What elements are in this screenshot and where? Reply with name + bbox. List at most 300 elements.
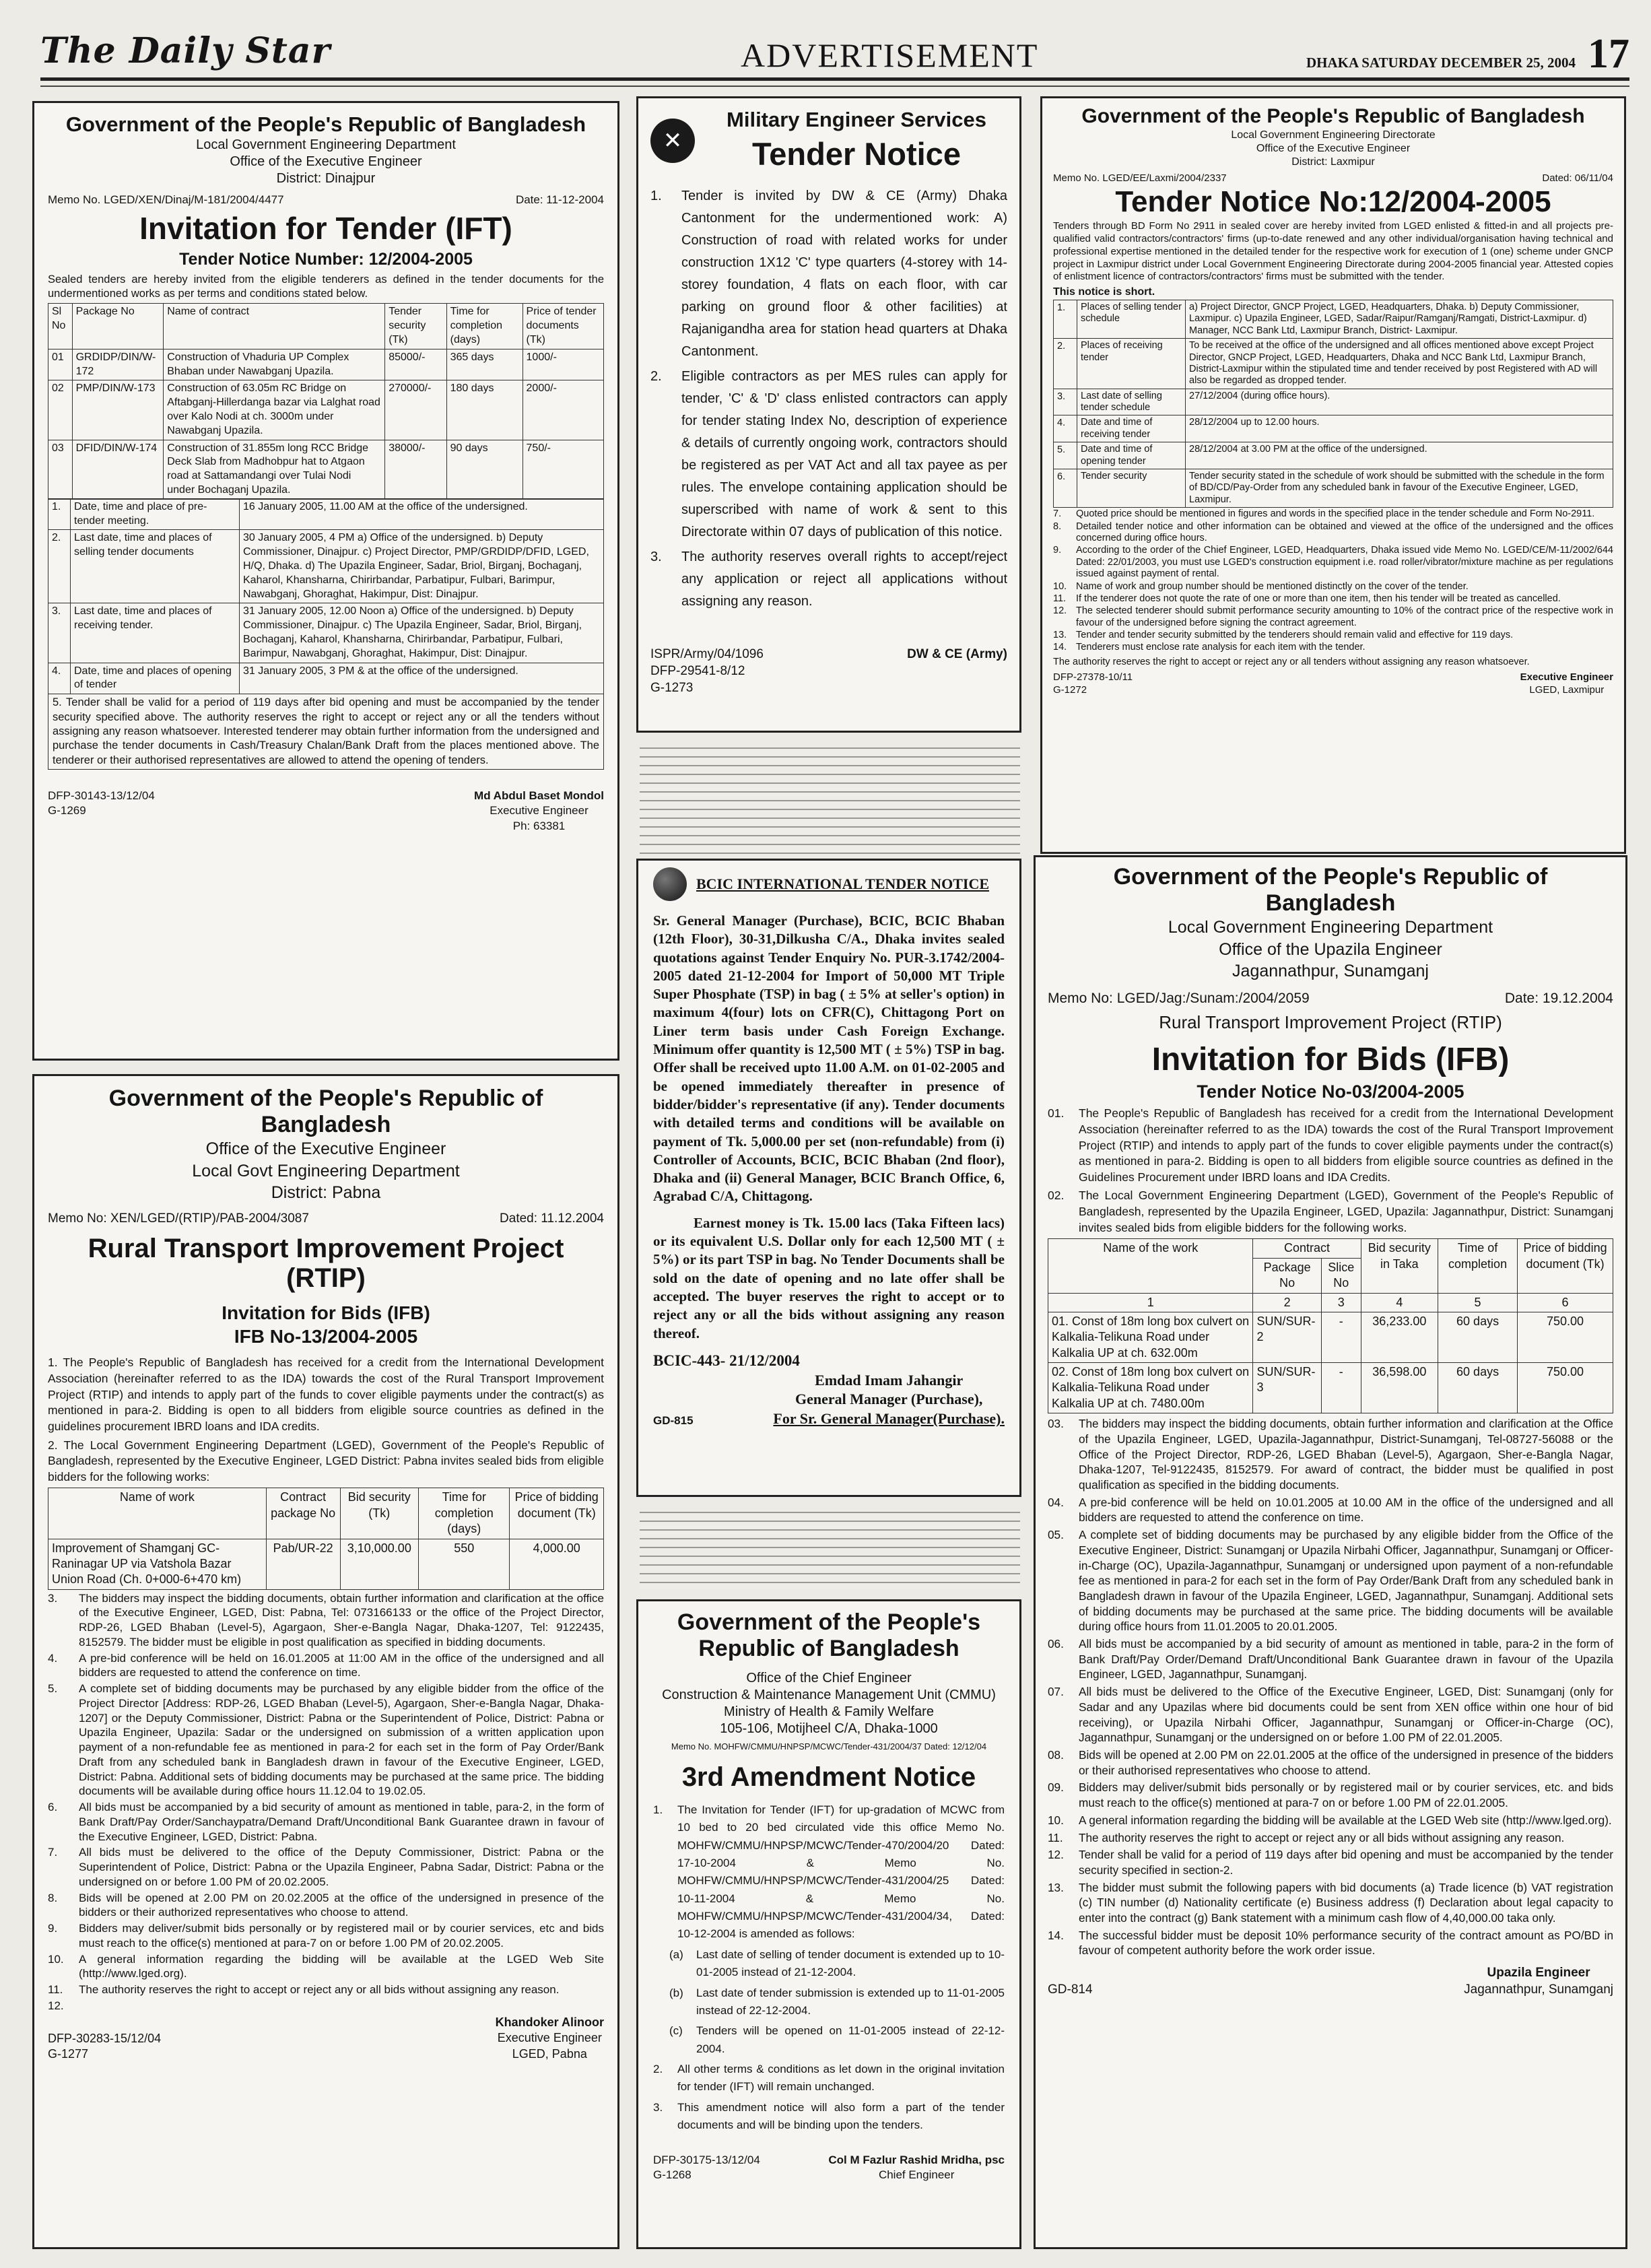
item-number: 08. bbox=[1048, 1748, 1064, 1762]
ad-dept: Local Government Engineering Department bbox=[196, 137, 456, 152]
item-text: If the tenderer does not quote the rate of one or more than one item, then his tender will be treated as cancelled. bbox=[1076, 593, 1561, 604]
item-number: 07. bbox=[1048, 1685, 1064, 1699]
table-cell: GRDIDP/DIN/W-172 bbox=[72, 349, 164, 380]
memo-date: Dated: 06/11/04 bbox=[1542, 172, 1613, 184]
col-header: Name of work bbox=[48, 1488, 267, 1539]
table-row bbox=[48, 1539, 604, 1589]
row-label: Date and time of receiving tender bbox=[1077, 415, 1186, 442]
table-cell: 550 bbox=[419, 1539, 510, 1589]
col-header: Price of tender documents (Tk) bbox=[523, 304, 603, 349]
item-text: All other terms & conditions as let down in the original invitation for tender (IFT) will remain unchanged. bbox=[677, 2062, 1005, 2094]
ad-dept: Local Government Engineering Directorate bbox=[1231, 129, 1436, 141]
dfp-ref: DFP-30143-13/12/04 bbox=[48, 789, 155, 803]
schedule-row bbox=[1054, 442, 1613, 469]
memo-line bbox=[48, 1211, 604, 1228]
table-cell: - bbox=[1321, 1312, 1361, 1362]
signatory-title: Executive Engineer bbox=[1520, 671, 1613, 683]
item-number: 12. bbox=[48, 1999, 64, 2012]
term-label: Date, time and place of pre-tender meeting. bbox=[71, 498, 240, 530]
ad-footer bbox=[48, 2015, 604, 2063]
table-row bbox=[48, 380, 604, 440]
blank-filler bbox=[640, 747, 1020, 855]
ad-ministry: Ministry of Health & Family Welfare bbox=[724, 1704, 934, 1720]
ad-district: District: Pabna bbox=[271, 1183, 381, 1203]
ad-office: Office of the Chief Engineer bbox=[746, 1671, 912, 1686]
table-cell: DFID/DIN/W-174 bbox=[72, 440, 164, 499]
table-cell: 36,598.00 bbox=[1361, 1363, 1438, 1413]
para-2: 2. The Local Government Engineering Department (LGED), Government of the People's Republic of Bangladesh, represented by the Executive Engineer, LGED District: Pabna invites sealed bids from eligible bidders for the following works: bbox=[48, 1438, 604, 1483]
bid-item bbox=[1048, 1880, 1613, 1926]
ad-title: Invitation for Tender (IFT) bbox=[139, 210, 512, 246]
term-number: 4. bbox=[48, 663, 71, 694]
col-header: Tender security (Tk) bbox=[385, 304, 446, 349]
item-text: Quoted price should be mentioned in figures and words in the specified place in the tender schedule and Form No-2911. bbox=[1076, 508, 1595, 520]
signatory-title: Executive Engineer bbox=[490, 804, 588, 818]
table-cell: 60 days bbox=[1438, 1312, 1518, 1362]
table-cell: Improvement of Shamganj GC-Raninagar UP via Vatshola Bazar Union Road (Ch. 0+000-6+470 km) bbox=[48, 1539, 267, 1589]
table-cell: 60 days bbox=[1438, 1363, 1518, 1413]
amendment-item bbox=[653, 2061, 1005, 2096]
ad-footer bbox=[653, 2153, 1005, 2182]
signatory-name: Khandoker Alinoor bbox=[495, 2015, 604, 2029]
item-number: 12. bbox=[1048, 1848, 1064, 1862]
row-label: Places of receiving tender bbox=[1077, 339, 1186, 389]
table-cell: 4,000.00 bbox=[510, 1539, 604, 1589]
tender-body-2: Earnest money is Tk. 15.00 lacs (Taka Fifteen lacs) or its equivalent U.S. Dollar only for each 12,500 MT ( ± 5%) or its part TSP in bag. No Tender Documents shall be sold on the date of opening and no late offer shall be accepted. The buyer reserves the right to accept or to reject any or all the bids without assigning any reason thereof. bbox=[653, 1214, 1005, 1341]
ad-laxmipur-tender bbox=[1040, 96, 1626, 854]
ad-district: District: Laxmipur bbox=[1291, 156, 1375, 168]
masthead-rule bbox=[40, 86, 1629, 87]
item-number: 8. bbox=[1053, 521, 1062, 532]
bid-item bbox=[48, 1681, 604, 1799]
table-row bbox=[48, 349, 604, 380]
bid-item bbox=[1048, 1928, 1613, 1958]
ad-office: Office of the Upazila Engineer bbox=[1219, 939, 1442, 959]
ad-address: 105-106, Motijheel C/A, Dhaka-1000 bbox=[720, 1721, 938, 1737]
ad-gov-heading: Government of the People's Republic of Bangladesh bbox=[677, 1609, 981, 1662]
col-header: Bid security in Taka bbox=[1361, 1239, 1438, 1293]
note-item bbox=[1053, 581, 1613, 593]
item-number: 3. bbox=[650, 549, 662, 565]
table-cell: 750.00 bbox=[1518, 1363, 1613, 1413]
item-text: Bidders may deliver/submit bids personally or by registered mail or by courier services, etc and bids must reach to the office(s) mentioned at para-7 on or before 1.00 PM of 20.02.2005. bbox=[79, 1922, 604, 1949]
bid-item bbox=[48, 1982, 604, 1997]
amendment-item bbox=[653, 2099, 1005, 2135]
ad-office: Office of the Executive Engineer bbox=[1256, 142, 1411, 154]
item-number: 10. bbox=[48, 1952, 64, 1966]
term-value: 31 January 2005, 12.00 Noon a) Office of the undersigned. b) Deputy Commissioner, Dinajpur. c) The Upazila Engineer, Sadar, Briol, Birganj, Bochaganj, Kaharol, Khansharna, Chirirbandar, Parbatipur, Fulbari, Barimpur, Nawabganj, Ghoraghat, Hakimpur, Dist: Dinajpur. bbox=[240, 603, 604, 663]
item-text: Name of work and group number should be mentioned distinctly on the cover of the tender. bbox=[1076, 580, 1469, 592]
item-number: 4. bbox=[48, 1651, 58, 1665]
item-number: 14. bbox=[1048, 1928, 1064, 1942]
ad-title: Invitation for Bids (IFB) bbox=[1151, 1041, 1510, 1077]
item-number: 10. bbox=[1053, 580, 1067, 592]
row-number: 6. bbox=[1054, 469, 1077, 508]
item-text: A pre-bid conference will be held on 10.01.2005 at 10.00 AM in the office of the undersigned and all bidders are requested to attend the conference on time. bbox=[1079, 1495, 1613, 1525]
ad-title: BCIC INTERNATIONAL TENDER NOTICE bbox=[696, 875, 990, 892]
table-cell: 02. Const of 18m long box culvert on Kalkalia-Telikuna Road under Kalkalia UP at ch. 7480.00m bbox=[1048, 1363, 1253, 1413]
col-header: Contract package No bbox=[266, 1488, 340, 1539]
ad-gov-heading: Government of the People's Republic of Bangladesh bbox=[108, 1086, 543, 1138]
item-number: 14. bbox=[1053, 642, 1067, 653]
schedule-row bbox=[1054, 469, 1613, 508]
bid-item bbox=[1048, 1636, 1613, 1682]
bid-item bbox=[48, 1800, 604, 1844]
ad-gov-heading: Government of the People's Republic of Bangladesh bbox=[1113, 864, 1548, 916]
signatory-name: Col M Fazlur Rashid Mridha, psc bbox=[828, 2154, 1005, 2167]
table-cell: 90 days bbox=[446, 440, 523, 499]
item-text: This amendment notice will also form a part of the tender documents and will be binding upon the tenders. bbox=[677, 2100, 1005, 2131]
amendment-item bbox=[653, 1801, 1005, 1943]
table-cell: 2000/- bbox=[523, 380, 603, 440]
table-cell: 180 days bbox=[446, 380, 523, 440]
item-number: 2. bbox=[653, 2062, 663, 2075]
table-cell: 85000/- bbox=[385, 349, 446, 380]
col-header: Price of bidding document (Tk) bbox=[1518, 1239, 1613, 1293]
ad-office: Office of the Executive Engineer bbox=[230, 154, 422, 169]
tender-item bbox=[650, 546, 1007, 613]
signatory-place: Jagannathpur, Sunamganj bbox=[1464, 1982, 1613, 1997]
works-table bbox=[48, 1488, 604, 1589]
table-cell: 270000/- bbox=[385, 380, 446, 440]
signatory-title: Chief Engineer bbox=[878, 2168, 955, 2182]
row-label: Places of selling tender schedule bbox=[1077, 300, 1186, 338]
item-text: The authority reserves the right to accept or reject any or all bids without assigning any reason. bbox=[79, 1983, 560, 1997]
note-5: 5. Tender shall be valid for a period of 119 days after bid opening and must be accompanied by the tender security specified above. The authority reserves the right to accept or reject any or all the tenders without assigning any reason whatsoever. Interested tenderer may obtain further information from the undersigned and purchase the tender documents in Cash/Treasury Chalan/Bank Draft from the places mentioned above. The tenderer or their authorised representatives are allowed to attend the opening of tenders. bbox=[48, 694, 604, 770]
col-header: Time for completion (days) bbox=[419, 1488, 510, 1539]
row-value: To be received at the office of the undersigned and all offices mentioned above except Project Director, GNCP Project, LGED, Headquarters, Dhaka and NCC Bank Ltd, Laxmipur Branch, District-Laxmipur within the stipulated time and tender received by post Registered with AD will also be regarded as dropped tender. bbox=[1186, 339, 1613, 389]
g-ref: G-1268 bbox=[653, 2168, 692, 2182]
blank-filler bbox=[640, 1512, 1020, 1589]
item-number: 3. bbox=[48, 1591, 58, 1605]
table-row bbox=[1048, 1363, 1613, 1413]
memo-date: Date: 19.12.2004 bbox=[1504, 990, 1613, 1006]
item-number: 6. bbox=[48, 1801, 58, 1814]
bcic-ref: BCIC-443- 21/12/2004 bbox=[653, 1352, 800, 1369]
bid-item bbox=[1048, 1847, 1613, 1877]
g-ref: G-1269 bbox=[48, 804, 86, 818]
project-name: Rural Transport Improvement Project (RTIP) bbox=[1159, 1011, 1502, 1032]
table-row bbox=[1048, 1312, 1613, 1362]
row-value: 28/12/2004 up to 12.00 hours. bbox=[1186, 415, 1613, 442]
ad-title: Tender Notice bbox=[752, 136, 961, 172]
terms-row bbox=[48, 603, 604, 663]
tender-notice-number: Tender Notice No-03/2004-2005 bbox=[1197, 1081, 1464, 1102]
ad-pabna-rtip bbox=[32, 1074, 619, 2249]
row-number: 4. bbox=[1054, 415, 1077, 442]
table-cell: Construction of Vhaduria UP Complex Bhaban under Nawabganj Upazila. bbox=[164, 349, 385, 380]
row-value: 28/12/2004 at 3.00 PM at the office of the undersigned. bbox=[1186, 442, 1613, 469]
col-number: 3 bbox=[1321, 1293, 1361, 1312]
tender-body: Sr. General Manager (Purchase), BCIC, BCIC Bhaban (12th Floor), 30-31,Dilkusha C/A., Dhaka invites sealed quotations against Tender Enquiry No. PUR-3.1742/2004-2005 dated 21-12-2004 for Import of 50,000 MT Triple Super Phosphate (TSP) in bag ( ± 5% at seller's option) in maximum 4(four) lots on CFR(C), Chittagong Port on Liner term basis under Cash Foreign Exchange. Minimum offer quantity is 12,500 MT ( ± 5%) TSP in bag. Offer shall be received upto 11.00 A.M. on 01-02-2005 and be opened immediately thereafter in presence of bidder/bidder's representative (if any). Tender documents with detailed terms and conditions will be available on payment of Tk. 5,000.00 per set (non-refundable) from (i) Controller of Accounts, BCIC, BCIC Bhaban (2nd floor), Dhaka and (ii) General Manager, BCIC Branch Office, 6, Agrabad C/A, Chittagong. bbox=[653, 912, 1005, 1205]
col-header: Bid security (Tk) bbox=[340, 1488, 419, 1539]
table-cell: - bbox=[1321, 1363, 1361, 1413]
bid-item bbox=[1048, 1684, 1613, 1745]
col-subheader: Package No bbox=[1253, 1258, 1321, 1293]
col-number: 5 bbox=[1438, 1293, 1518, 1312]
memo-number: Memo No: XEN/LGED/(RTIP)/PAB-2004/3087 bbox=[48, 1211, 309, 1226]
schedule-table bbox=[1053, 300, 1613, 508]
bid-item bbox=[48, 1921, 604, 1951]
item-text: The Invitation for Tender (IFT) for up-gradation of MCWC from 10 bed to 20 bed circulated vide this office Memo No. MOHFW/CMMU/HNPSP/MCWC/Tender-470/2004/20 Dated: 17-10-2004 & Memo No. MOHFW/CMMU/HNPSP/MCWC/Tender-431/2004/25 Dated: 10-11-2004 & Memo No. MOHFW/CMMU/HNPSP/MCWC/Tender-431/2004/34, Dated: 10-12-2004 is amended as follows: bbox=[677, 1803, 1005, 1941]
memo-line bbox=[1053, 172, 1613, 185]
ispr-ref: ISPR/Army/04/1096 bbox=[650, 647, 764, 662]
ad-district: District: Dinajpur bbox=[276, 170, 376, 186]
bcic-globe-icon bbox=[653, 867, 687, 901]
item-number: (c) bbox=[669, 2024, 683, 2038]
g-ref: G-1277 bbox=[48, 2047, 89, 2061]
item-text: A complete set of bidding documents may be purchased by any eligible bidder from the office of the Project Director [Address: RDP-26, LGED Bhaban (Level-5), Agargaon, Sher-e-Bangla Nagar, Dhaka-1207] or the Deputy Commissioner, District: Pabna or the Superintendent of Police, District: Pabna or Upazila Engineer, Upazila: Sadar or the undersigned on submission of a written application upon payment of a non-refundable fee as mentioned in para-2 for each set in the form of Pay Order/Bank Draft from any scheduled bank in Bangladesh drawn in favour of the Executive Engineer, LGED, District: Pabna. Additional sets of bidding documents may be purchased at the same price. The bidding documents will be available during office hours 11.12.04 to 19.02.05. bbox=[79, 1682, 604, 1798]
term-label: Last date, time and places of selling tender documents bbox=[71, 530, 240, 603]
ifb-number: IFB No-13/2004-2005 bbox=[234, 1326, 418, 1347]
dfp-ref: DFP-27378-10/11 bbox=[1053, 671, 1133, 683]
ad-place: Jagannathpur, Sunamganj bbox=[1232, 962, 1429, 981]
terms-row bbox=[48, 498, 604, 530]
dfp-ref: DFP-30283-15/12/04 bbox=[48, 2031, 162, 2045]
bid-item bbox=[1048, 1780, 1613, 1810]
mes-org: Military Engineer Services bbox=[727, 108, 986, 131]
ad-gov-heading: Government of the People's Republic of Bangladesh bbox=[1081, 105, 1585, 127]
item-text: All bids must be delivered to the Office of the Executive Engineer, LGED, Dist: Sunamganj (only for Sadar and any Upazilas where bid documents could be sent from XEN office within one hour of bid receiving), or Upazila Nirbahi Officer, Jagannathpur, Sunamganj or Officer-in-Charge (OC), Jagannathpur, Sunamganj or the undersigned on or before 1.00 PM of 22.01.2005. bbox=[1079, 1685, 1613, 1745]
item-number: 06. bbox=[1048, 1637, 1064, 1651]
bid-item bbox=[1048, 1495, 1613, 1525]
col-header: Contract bbox=[1253, 1239, 1361, 1258]
row-label: Last date of selling tender schedule bbox=[1077, 389, 1186, 415]
item-number: 13. bbox=[1048, 1880, 1064, 1894]
signatory-title: DW & CE (Army) bbox=[907, 647, 1007, 662]
term-value: 31 January 2005, 3 PM & at the office of the undersigned. bbox=[240, 663, 604, 694]
col-header: Sl No bbox=[48, 304, 73, 349]
memo-line bbox=[1048, 989, 1613, 1007]
signatory-place: LGED, Laxmipur bbox=[1529, 684, 1605, 696]
item-text: Tenders will be opened on 11-01-2005 instead of 22-12-2004. bbox=[696, 2024, 1005, 2055]
ad-footer bbox=[650, 646, 1007, 696]
term-number: 3. bbox=[48, 603, 71, 663]
para-02: 02. The Local Government Engineering Department (LGED), Government of the People's Republic of Bangladesh, represented by the Upazila Engineer, LGED, Upazila: Jagannathpur, District: Sunamganj invites sealed bids from eligible bidders for the following works. bbox=[1048, 1189, 1613, 1234]
item-number: 7. bbox=[48, 1846, 58, 1859]
ad-title: Tender Notice No:12/2004-2005 bbox=[1115, 185, 1551, 218]
ad-gov-heading: Government of the People's Republic of Bangladesh bbox=[65, 112, 586, 136]
table-cell: 02 bbox=[48, 380, 73, 440]
intro-text: Sealed tenders are hereby invited from the eligible tenderers as defined in the tender documents for the undermentioned works as per terms and conditions stated below. bbox=[48, 273, 604, 300]
row-number: 5. bbox=[1054, 442, 1077, 469]
item-number: 1. bbox=[650, 189, 662, 204]
item-text: All bids must be accompanied by a bid security of amount as mentioned in table, para-2 in the form of Bank Draft/Pay Order/Demand Draft/Unconditional Bank Guarantee drawn in favour of the Upazila Engineer, LGED, Jagannathpur, Sunamganj. bbox=[1079, 1637, 1613, 1681]
ad-footer bbox=[1053, 671, 1613, 697]
table-cell: 36,233.00 bbox=[1361, 1312, 1438, 1362]
note-item bbox=[1053, 521, 1613, 545]
row-label: Date and time of opening tender bbox=[1077, 442, 1186, 469]
bid-item bbox=[48, 1891, 604, 1921]
gd-ref: GD-814 bbox=[1048, 1982, 1093, 1997]
table-cell: 750.00 bbox=[1518, 1312, 1613, 1362]
bid-item bbox=[48, 1999, 604, 2013]
item-number: 2. bbox=[650, 369, 662, 385]
col-header: Time for completion (days) bbox=[446, 304, 523, 349]
masthead bbox=[40, 30, 1629, 81]
memo-number: Memo No. LGED/EE/Laxmi/2004/2337 bbox=[1053, 172, 1227, 184]
ad-mes-tender bbox=[636, 96, 1021, 733]
item-number: (a) bbox=[669, 1947, 683, 1961]
mes-emblem-icon: ✕ bbox=[650, 119, 695, 163]
col-number: 2 bbox=[1253, 1293, 1321, 1312]
ad-footer bbox=[48, 789, 604, 833]
memo-number: Memo No. LGED/XEN/Dinaj/M-181/2004/4477 bbox=[48, 193, 284, 206]
item-text: Tender is invited by DW & CE (Army) Dhaka Cantonment for the undermentioned work: A) Construction of road with related works for under construction 1X12 'C' type quarters (4-storey with 14-storey foundation, 4 flats on each floor, with car parking on ground floor & other facilities) at Rajanigandha area for station head quarters at Dhaka Cantonment. bbox=[681, 189, 1007, 360]
schedule-row bbox=[1054, 415, 1613, 442]
table-cell: Construction of 63.05m RC Bridge on Aftabganj-Hillerdanga bazar via Lalghat road over Kalo Nodi at ch. 3000m under Nawabganj Upazila. bbox=[164, 380, 385, 440]
table-cell: PMP/DIN/W-173 bbox=[72, 380, 164, 440]
table-cell: 3,10,000.00 bbox=[340, 1539, 419, 1589]
item-text: Last date of tender submission is extended up to 11-01-2005 instead of 22-12-2004. bbox=[696, 1986, 1005, 2017]
item-number: 9. bbox=[48, 1922, 58, 1935]
item-text: Bids will be opened at 2.00 PM on 20.02.2005 at the office of the undersigned in presence of the bidders or their authorized representatives who choose to attend. bbox=[79, 1891, 604, 1919]
ad-dept: Local Government Engineering Department bbox=[1168, 918, 1493, 937]
signatory-place: LGED, Pabna bbox=[512, 2046, 587, 2061]
table-cell: SUN/SUR-3 bbox=[1253, 1363, 1321, 1413]
item-number: 11. bbox=[1048, 1830, 1063, 1844]
signatory-title: General Manager (Purchase), bbox=[795, 1391, 983, 1408]
col-number: 6 bbox=[1518, 1293, 1613, 1312]
ad-cmmu-amendment bbox=[636, 1599, 1021, 2249]
works-table bbox=[1048, 1238, 1613, 1413]
signatory-title: Executive Engineer bbox=[497, 2031, 602, 2045]
bid-item bbox=[1048, 1527, 1613, 1634]
item-number: (b) bbox=[669, 1986, 683, 1999]
ad-jagannathpur-ifb bbox=[1034, 855, 1627, 2249]
table-cell: 1000/- bbox=[523, 349, 603, 380]
para-01: 01. The People's Republic of Bangladesh has received for a credit from the International Development Association (hereinafter referred to as the IDA) towards the cost of the Rural Transport Improvement Project (RTIP) and intends to apply part of the funds to cover eligible payments under the contract(s) as mentioned in para-2. Bidding is open to all bidders from eligible source countries as defined in the Guidelines Procurement under IBRD loans and IDA Credits. bbox=[1048, 1106, 1613, 1184]
table-cell: 01 bbox=[48, 349, 73, 380]
item-number: 3. bbox=[653, 2100, 663, 2114]
schedule-row bbox=[1054, 389, 1613, 415]
dateline: DHAKA SATURDAY DECEMBER 25, 2004 bbox=[1306, 55, 1576, 71]
note-item bbox=[1053, 630, 1613, 641]
closing-text: The authority reserves the right to accept or reject any or all tenders without assigning any reason whatsoever. bbox=[1053, 656, 1530, 667]
item-text: All bids must be delivered to the office of the Deputy Commissioner, District: Pabna or the Superintendent of Police, District: Pabna or the Upazila Engineer, Pabna Sadar, District: Pabna or the undersigned on or before 1.00 PM of 20.02.2005. bbox=[79, 1846, 604, 1888]
item-number: 12. bbox=[1053, 605, 1067, 617]
item-text: The authority reserves the right to accept or reject any or all bids without assigning any reason. bbox=[1079, 1830, 1565, 1844]
item-text: Bids will be opened at 2.00 PM on 22.01.2005 at the office of the undersigned in presence of the bidders or their authorised representatives who choose to attend. bbox=[1079, 1748, 1613, 1777]
table-cell: 365 days bbox=[446, 349, 523, 380]
item-number: 11. bbox=[48, 1983, 63, 1997]
item-text: Last date of selling of tender document is extended up to 10-01-2005 instead of 21-12-2004. bbox=[696, 1947, 1005, 1979]
term-number: 2. bbox=[48, 530, 71, 603]
item-text: The successful bidder must be deposit 10% performance security of the contract amount as PO/BD in favour of competent authority before the work order issue. bbox=[1079, 1928, 1613, 1958]
row-value: a) Project Director, GNCP Project, LGED, Headquarters, Dhaka. b) Deputy Commissioner, Laxmipur. c) Upazila Engineer, LGED, Sadar/Raipur/Ramganj/Ramgati, District-Laxmipur. d) Manager, NCC Bank Ltd, Laxmipur Branch, District- Laxmipur. bbox=[1186, 300, 1613, 338]
tender-item bbox=[650, 185, 1007, 363]
col-header: Name of contract bbox=[164, 304, 385, 349]
bid-item bbox=[1048, 1830, 1613, 1846]
ad-office: Office of the Executive Engineer bbox=[205, 1139, 446, 1159]
schedule-row bbox=[1054, 339, 1613, 389]
signatory-title: Upazila Engineer bbox=[1487, 1966, 1590, 1980]
intro-text: Tenders through BD Form No 2911 in sealed cover are hereby invited from LGED enlisted & fitted-in and all projects pre-qualified valid contractors/contractors' firms (up-to-date renewed and any other individual/organisation having technical and professional expertise mentioned in the detailed tender for the respective work for execution of 1 (one) scheme under GNCP project in Laxmipur district under Local Government Engineering Directorate during 2004-2005 financial year. Attested copies of enlistment licence of contractors/contractors' firms must be submitted with the tender. bbox=[1053, 220, 1613, 283]
term-value: 30 January 2005, 4 PM a) Office of the undersigned. b) Deputy Commissioner, Dinajpur. c) Project Director, PMP/GRDIDP/DFID, LGED, H/Q, Dhaka. d) The Upazila Engineer, Sadar, Briol, Birganj, Bochaganj, Kaharol, Khansharna, Chirirbandar, Parbatipur, Fulbari, Barimpur, Nawabganj, Ghoraghat, Hakimpur, Dist: Dinajpur. bbox=[240, 530, 604, 603]
item-text: A complete set of bidding documents may be purchased by any eligible bidder from the Office of the Executive Engineer, District: Sunamganj or Upazila Nirbahi Officer, Jagannathpur, Sunamganj or Officer-in-Charge (OC), Upazila-Jagannathpur, Sunamganj or undersigned upon payment of a non-refundable fee as mentioned in para-2 for each set in the form of Pay Order/Bank Draft from any scheduled bank in Bangladesh drawn in favour of the Upazila Engineer, LGED, Jagannathpur, Sunamganj. Additional sets of bidding documents may be purchased at the same price. The bidding documents will be available during office hours from 11.01.2005 to 20.01.2005. bbox=[1079, 1528, 1613, 1634]
item-text: A pre-bid conference will be held on 16.01.2005 at 11:00 AM in the office of the undersigned and all bidders are requested to attend the conference on time. bbox=[79, 1651, 604, 1679]
table-cell: 03 bbox=[48, 440, 73, 499]
note-item bbox=[1053, 545, 1613, 580]
ad-bcic-tender bbox=[636, 859, 1021, 1497]
term-label: Date, time and places of opening of tender bbox=[71, 663, 240, 694]
amendment-item bbox=[653, 1984, 1005, 2020]
col-header: Time of completion bbox=[1438, 1239, 1518, 1293]
terms-row bbox=[48, 530, 604, 603]
bid-item bbox=[48, 1845, 604, 1889]
bid-item bbox=[48, 1651, 604, 1681]
ifb-heading: Invitation for Bids (IFB) bbox=[222, 1302, 430, 1324]
dfp-ref: DFP-29541-8/12 bbox=[650, 664, 745, 679]
bid-item bbox=[48, 1952, 604, 1982]
section-title: ADVERTISEMENT bbox=[741, 36, 1039, 74]
signatory-name: Emdad Imam Jahangir bbox=[815, 1371, 964, 1389]
memo-line: Memo No. MOHFW/CMMU/HNPSP/MCWC/Tender-431/2004/37 Dated: 12/12/04 bbox=[671, 1741, 987, 1752]
g-ref: G-1272 bbox=[1053, 684, 1087, 696]
item-number: 03. bbox=[1048, 1417, 1064, 1431]
memo-number: Memo No: LGED/Jag:/Sunam:/2004/2059 bbox=[1048, 990, 1310, 1006]
term-value: 16 January 2005, 11.00 AM at the office of the undersigned. bbox=[240, 498, 604, 530]
col-header: Name of the work bbox=[1048, 1239, 1253, 1293]
item-number: 8. bbox=[48, 1891, 58, 1904]
table-cell: SUN/SUR-2 bbox=[1253, 1312, 1321, 1362]
tender-item bbox=[650, 366, 1007, 543]
ad-unit: Construction & Maintenance Management Unit (CMMU) bbox=[662, 1688, 996, 1703]
amendment-item bbox=[653, 1946, 1005, 1982]
item-text: Tender shall be valid for a period of 119 days after bid opening and must be accompanied by the tender security specified in section-2. bbox=[1079, 1848, 1613, 1877]
item-number: 10. bbox=[1048, 1813, 1064, 1827]
signatory-name: Md Abdul Baset Mondol bbox=[474, 789, 604, 803]
item-number: 04. bbox=[1048, 1495, 1064, 1509]
gd-ref: GD-815 bbox=[653, 1414, 694, 1428]
col-header: Price of bidding document (Tk) bbox=[510, 1488, 604, 1539]
col-number: 4 bbox=[1361, 1293, 1438, 1312]
term-number: 1. bbox=[48, 498, 71, 530]
bid-item bbox=[1048, 1747, 1613, 1778]
terms-row bbox=[48, 663, 604, 694]
item-text: The bidders may inspect the bidding documents, obtain further information and clarification at the office of the Executive Engineer, LGED, Dist: Pabna, Tel: 073166133 or the office of the Project Director, RDP-26, LGED Bhaban (Level-5), Agargaon, Sher-e-Bangla Nagar, Dhaka-1207, Tel: 9122435, 8152579. The bidder must be eligible in post qualification as specified in bidding documents. bbox=[79, 1591, 604, 1648]
short-notice: This notice is short. bbox=[1053, 286, 1155, 298]
note-item bbox=[1053, 605, 1613, 629]
col-subheader: Slice No bbox=[1321, 1258, 1361, 1293]
row-number: 3. bbox=[1054, 389, 1077, 415]
row-number: 1. bbox=[1054, 300, 1077, 338]
item-text: Eligible contractors as per MES rules can apply for tender, 'C' & 'D' class enlisted contractors can apply for tender stating Index No, description of experience & details of currently ongoing work, contractors should be registered as per VAT Act and all tax payee as per rules. The envelope containing application should be superscribed with name of work & sent to this Directorate within 07 days of publication of this notice. bbox=[681, 369, 1007, 540]
col-header: Package No bbox=[72, 304, 164, 349]
terms-table bbox=[48, 498, 604, 694]
item-number: 1. bbox=[653, 1803, 663, 1817]
item-number: 11. bbox=[1053, 593, 1067, 604]
memo-date: Date: 11-12-2004 bbox=[515, 193, 604, 206]
schedule-row bbox=[1054, 300, 1613, 338]
ad-dept: Local Govt Engineering Department bbox=[192, 1161, 460, 1180]
bid-item bbox=[1048, 1813, 1613, 1828]
tender-table bbox=[48, 303, 604, 499]
row-value: Tender security stated in the schedule of work should be submitted with the schedule in the form of BD/CD/Pay-Order from any scheduled bank in favour of the Executive Engineer, LGED, Laxmipur. bbox=[1186, 469, 1613, 508]
table-cell: Pab/UR-22 bbox=[266, 1539, 340, 1589]
memo-line bbox=[48, 193, 604, 207]
project-name: Rural Transport Improvement Project (RTIP) bbox=[88, 1234, 564, 1294]
table-cell: Construction of 31.855m long RCC Bridge Deck Slab from Madhobpur hat to Atgaon road at Sattamandangi over Tulai Nodi under Bochaganj Upazila. bbox=[164, 440, 385, 499]
row-number: 2. bbox=[1054, 339, 1077, 389]
item-number: 9. bbox=[1053, 545, 1062, 556]
tender-notice-number: Tender Notice Number: 12/2004-2005 bbox=[179, 250, 473, 269]
item-text: According to the order of the Chief Engineer, LGED, Headquarters, Dhaka issued vide Memo No. LGED/CE/M-11/2002/644 Dated: 22/01/2003, you must use LGED's construction equipment i.e. road roller/vibrator/mixture machine as per regulations issued against payment of rental. bbox=[1076, 545, 1613, 580]
col-number: 1 bbox=[1048, 1293, 1253, 1312]
item-text: A general information regarding the bidding will be available at the LGED Web Site (http://www.lged.org). bbox=[79, 1952, 604, 1980]
table-cell: 750/- bbox=[523, 440, 603, 499]
row-label: Tender security bbox=[1077, 469, 1186, 508]
